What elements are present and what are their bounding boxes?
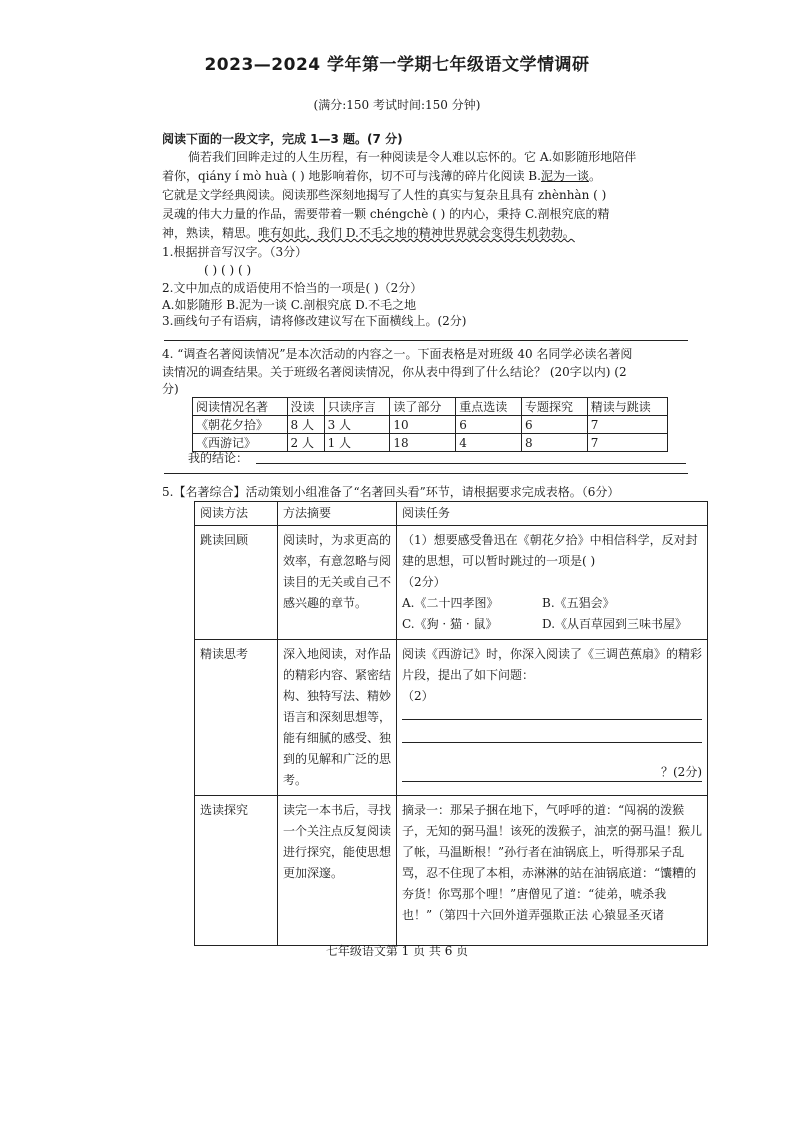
passage-line-5 (162, 225, 575, 241)
task-intensive-number: （2） (402, 689, 434, 703)
question-4-line-2: 读情况的调查结果。关于班级名著阅读情况，你从表中得到了什么结论？ (20字以内) (2 (162, 365, 627, 379)
passage-line-2-a: 着你，qiány í mò huà ( ) 地影响着你，切不可与浅薄的碎片化阅读 B. (162, 169, 541, 183)
table-header-cell: 读了部分 (390, 398, 456, 416)
method-skim-review: 跳读回顾 (195, 526, 278, 640)
question-1: 1.根据拼音写汉字。（3分） (162, 245, 308, 259)
table-header-cell: 阅读任务 (397, 502, 708, 526)
method-intensive-reading: 精读思考 (195, 640, 278, 796)
page-footer: 七年级语文第 1 页 共 6 页 (325, 944, 469, 958)
passage-line-3: 它就是文学经典阅读。阅读那些深刻地揭写了人性的真实与复杂且具有 zhènhàn ( ) (162, 188, 607, 202)
question-4-line-1: 4. “调查名著阅读情况”是本次活动的内容之一。下面表格是对班级 40 名同学必读名著阅 (162, 347, 633, 361)
passage-underlined-sentence: 唯有如此，我们 D.不毛之地的精神世界就会变得生机勃勃。 (258, 226, 575, 240)
table-cell: 6 (456, 416, 522, 434)
task-skim-score: （2分） (402, 575, 446, 589)
table-cell: 《西游记》 (193, 434, 288, 452)
passage-line-5-a: 神，熟读，精思。 (162, 226, 259, 240)
question-2-options: A.如影随形 B.泥为一谈 C.剖根究底 D.不毛之地 (162, 298, 417, 312)
table-row (193, 416, 668, 434)
table-cell: 3 人 (324, 416, 390, 434)
table-header-cell: 专题探究 (521, 398, 587, 416)
table-header-cell: 重点选读 (456, 398, 522, 416)
task-intensive-text: 阅读《西游记》时，你深入阅读了《三调芭蕉扇》的精彩片段，提出了如下问题： (402, 647, 703, 682)
conclusion-label: 我的结论： (188, 451, 249, 465)
question-2: 2.文中加点的成语使用不恰当的一项是( )（2分） (162, 281, 423, 295)
passage-line-4: 灵魂的伟大力量的作品，需要带着一颗 chéngchè ( ) 的内心，秉持 C.剖根究底的精 (162, 207, 610, 221)
table-row (195, 796, 708, 946)
table-header-cell: 只读序言 (324, 398, 390, 416)
reading-survey-table (192, 397, 668, 452)
table-row (195, 640, 708, 796)
answer-line-q3 (164, 340, 688, 341)
table-cell: 18 (390, 434, 456, 452)
table-header-row (195, 502, 708, 526)
method-intensive-summary: 深入地阅读，对作品的精彩内容、紧密结构、独特写法、精妙语言和深刻思想等，能有细腻的感受、独到的见解和广泛的思考。 (278, 640, 397, 796)
passage-line-1: 倘若我们回眸走过的人生历程，有一种阅读是令人难以忘怀的。它 A.如影随形地陪伴 (188, 150, 637, 164)
answer-line-q4 (164, 473, 688, 474)
table-cell: 10 (390, 416, 456, 434)
table-header-cell: 没读 (287, 398, 324, 416)
passage-idiom-b: 泥为一谈 (540, 169, 589, 183)
table-row (195, 526, 708, 640)
task-skim-question: （1）想要感受鲁迅在《朝花夕拾》中相信科学，反对封建的思想，可以暂时跳过的一项是( ) (402, 533, 698, 568)
task-skim-options-row-1 (402, 593, 702, 614)
table-cell: 8 人 (287, 416, 324, 434)
task-intensive-end: ？(2分) (402, 763, 702, 782)
table-header-cell: 方法摘要 (278, 502, 397, 526)
method-selective-reading: 选读探究 (195, 796, 278, 946)
section1-intro: 阅读下面的一段文字，完成 1—3 题。(7 分) (162, 132, 403, 146)
question-4-line-3: 分) (162, 382, 179, 396)
table-cell: 4 (456, 434, 522, 452)
table-cell: 2 人 (287, 434, 324, 452)
reading-method-table (194, 501, 708, 946)
table-header-cell: 精读与跳读 (587, 398, 667, 416)
table-cell: 6 (521, 416, 587, 434)
question-1-blanks: ( ) ( ) ( ) (204, 263, 252, 277)
task-selective-excerpt: 摘录一：那呆子捆在地下，气呼呼的道：“闯祸的泼猴子，无知的弼马温！该死的泼猴子，油烹的弼马温！猴儿了帐，马温断根！”孙行者在油锅底上，听得那呆子乱骂，忍不住现了本相，赤淋淋的站在油锅底道：“馕糟的夯货！你骂那个哩！”唐僧见了道：“徒弟，唬杀我也！”（第四十六回外道弄强欺正法 心猿显圣灭诸 (397, 796, 708, 946)
table-header-cell: 阅读情况名著 (193, 398, 288, 416)
exam-title: 2023—2024 学年第一学期七年级语文学情调研 (204, 55, 590, 75)
method-skim-summary: 阅读时，为求更高的效率，有意忽略与阅读目的无关或自己不感兴趣的章节。 (278, 526, 397, 640)
task-intensive (397, 640, 708, 796)
table-cell: 7 (587, 434, 667, 452)
table-row (193, 434, 668, 452)
task-skim (397, 526, 708, 640)
table-header-row (193, 398, 668, 416)
method-selective-summary: 读完一本书后，寻找一个关注点反复阅读进行探究，能使思想更加深邃。 (278, 796, 397, 946)
table-header-cell: 阅读方法 (195, 502, 278, 526)
option-c: C.《狗 · 猫 · 鼠》 (402, 617, 498, 631)
option-a: A.《二十四孝图》 (402, 596, 499, 610)
task-skim-options-row-2 (402, 614, 702, 635)
question-3: 3.画线句子有语病，请将修改建议写在下面横线上。(2分) (162, 314, 467, 328)
table-cell: 《朝花夕拾》 (193, 416, 288, 434)
question-5-intro: 5.【名著综合】活动策划小组准备了“名著回头看”环节，请根据要求完成表格。（6分） (162, 485, 620, 499)
option-b: B.《五猖会》 (542, 596, 615, 610)
passage-line-2-c: 。 (588, 169, 601, 183)
table-cell: 1 人 (324, 434, 390, 452)
exam-subtitle: (满分:150 考试时间:150 分钟) (313, 98, 481, 112)
answer-line-conclusion (256, 463, 686, 464)
table-cell: 8 (521, 434, 587, 452)
passage-line-2 (162, 168, 601, 184)
option-d: D.《从百草园到三味书屋》 (542, 617, 688, 631)
table-cell: 7 (587, 416, 667, 434)
